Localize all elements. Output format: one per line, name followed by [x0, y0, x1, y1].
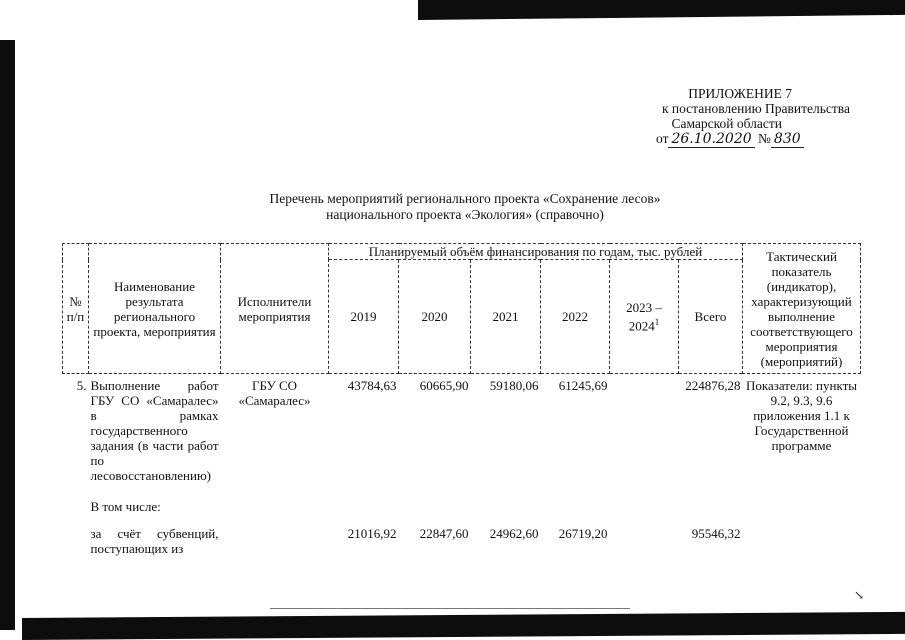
row-value-2022: [541, 483, 610, 514]
header-year-2021: 2021: [471, 260, 541, 374]
table-header: [63, 244, 861, 374]
row-indicator: [743, 514, 861, 556]
scan-border-bottom: [22, 612, 905, 640]
row-value-2019: [329, 483, 399, 514]
row-value-2020: 60665,90: [419, 378, 469, 393]
row-value-2022: 26719,20: [558, 526, 608, 541]
row-value-2023-2024: [610, 514, 679, 556]
appendix-date-line: [600, 131, 850, 147]
date-value: 26.10.2020: [668, 131, 754, 148]
row-value-2019: 21016,92: [347, 526, 397, 541]
table-row: [63, 514, 861, 556]
header-year-2019: 2019: [329, 260, 399, 374]
row-num: [63, 514, 89, 556]
header-name: Наименование результата регионального проекта, мероприятия: [89, 244, 221, 374]
row-value-2021: [471, 483, 541, 514]
row-value-2020: [399, 483, 471, 514]
header-indicator: Тактический показатель (индикатор), характеризующий выполнение соответствующего мероприятия (мероприятий): [743, 244, 861, 374]
row-value-2022: 61245,69: [558, 378, 608, 393]
header-year-2020: 2020: [399, 260, 471, 374]
row-value-2023-2024: [610, 483, 679, 514]
row-indicator: Показатели: пункты 9.2, 9.3, 9.6 приложения 1.1 к Государственной программе: [745, 378, 858, 453]
row-name: за счёт субвенций, поступающих из: [90, 526, 219, 556]
row-name: Выполнение работ ГБУ СО «Самаралес» в рамках государственного задания (в части работ по лесовосстановлению): [90, 378, 219, 483]
measures-table: [62, 243, 861, 556]
row-value-2023-2024: [610, 374, 679, 484]
date-prefix: от: [656, 131, 669, 146]
row-value-2020: 22847,60: [419, 526, 469, 541]
appendix-header: [600, 86, 850, 147]
row-name: В том числе:: [90, 499, 161, 514]
number-prefix: №: [758, 131, 771, 146]
row-num: [63, 483, 89, 514]
row-value-2021: 24962,60: [489, 526, 539, 541]
appendix-title: ПРИЛОЖЕНИЕ 7: [688, 86, 792, 101]
row-indicator: [743, 483, 861, 514]
row-value-2019: 43784,63: [347, 378, 397, 393]
row-value-2021: 59180,06: [489, 378, 539, 393]
table-row: [63, 374, 861, 484]
scan-line: [270, 608, 630, 609]
header-executors: Исполнители мероприятия: [221, 244, 329, 374]
scan-border-top: [418, 0, 905, 20]
document-title-line-2: национального проекта «Экология» (справочно): [326, 207, 604, 222]
header-year-2022: 2022: [541, 260, 610, 374]
scan-border-left: [0, 40, 15, 630]
appendix-line-3: Самарской области: [671, 116, 782, 131]
row-total: 95546,32: [691, 526, 741, 541]
header-year-2023-2024: [610, 260, 679, 374]
appendix-line-2: к постановлению Правительства: [661, 101, 850, 116]
document-title-line-1: Перечень мероприятий регионального проекта «Сохранение лесов»: [269, 191, 661, 206]
header-year-2023-2024-label: 2023 – 2024: [626, 299, 662, 334]
row-num: 5.: [76, 378, 87, 393]
row-total: 224876,28: [685, 378, 741, 393]
header-funding: Планируемый объём финансирования по годам, тыс. рублей: [329, 244, 743, 260]
row-total: [679, 483, 743, 514]
row-executor: [221, 483, 329, 514]
row-executor: ГБУ СО «Самаралес»: [238, 378, 311, 408]
row-executor: [221, 514, 329, 556]
number-value: 830: [771, 131, 804, 148]
stray-mark-icon: ↘: [854, 588, 865, 602]
header-total: Всего: [679, 260, 743, 374]
header-num: № п/п: [63, 244, 89, 374]
footnote-marker: 1: [654, 316, 660, 327]
document-title: [180, 191, 750, 223]
table-row: [63, 483, 861, 514]
